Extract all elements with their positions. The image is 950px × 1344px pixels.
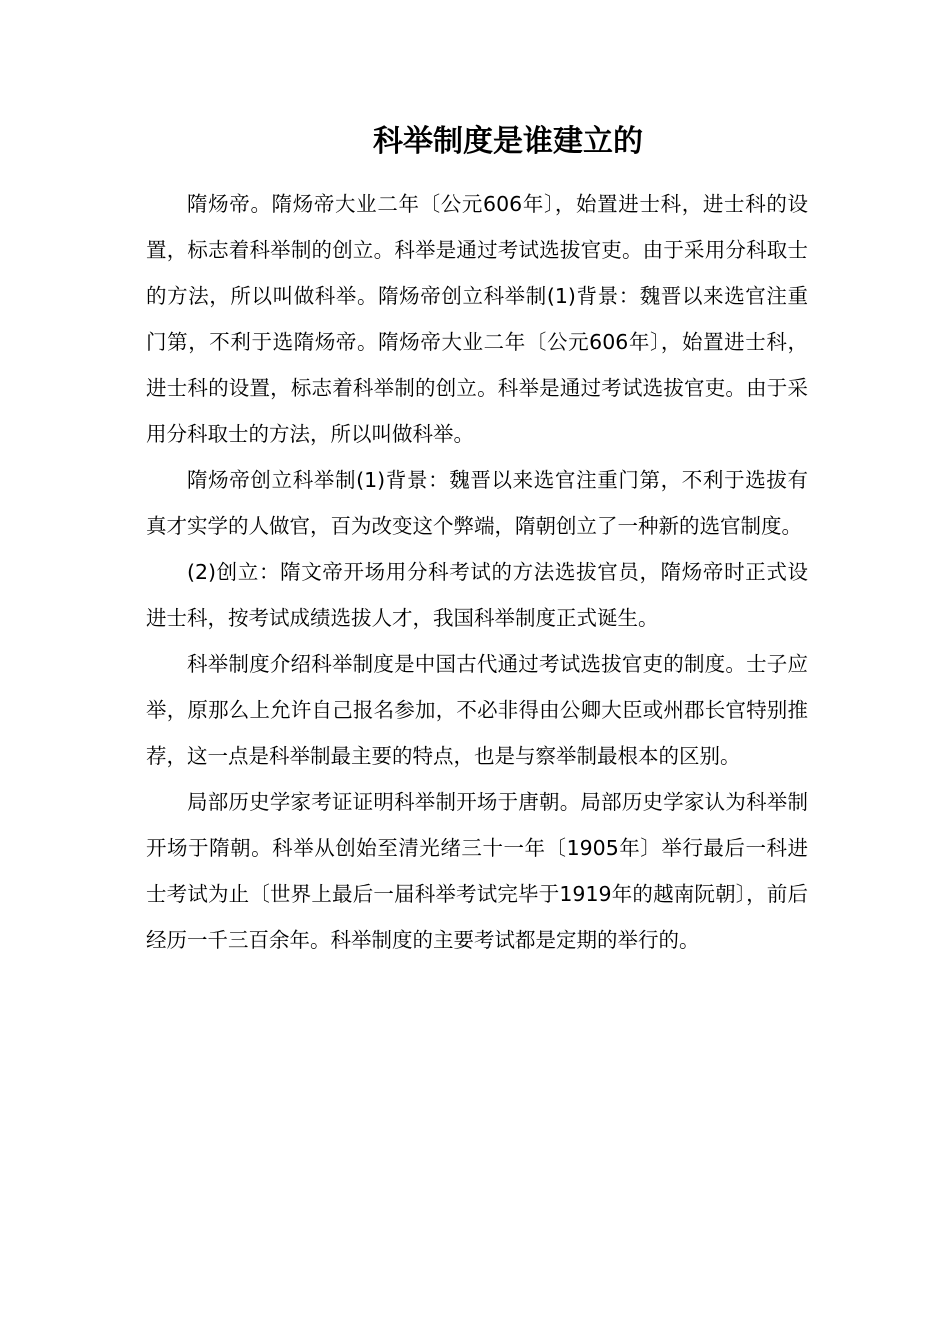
document-body [146, 181, 808, 963]
paragraph: 局部历史学家考证证明科举制开场于唐朝。局部历史学家认为科举制开场于隋朝。科举从创始至清光绪三十一年〔1905年〕举行最后一科进士考试为止〔世界上最后一届科举考试完毕于1919年的越南阮朝〕，前后经历一千三百余年。科举制度的主要考试都是定期的举行的。 [146, 790, 808, 952]
document-title: 科举制度是谁建立的 [373, 124, 643, 159]
paragraph: (2)创立：隋文帝开场用分科考试的方法选拔官员，隋炀帝时正式设进士科，按考试成绩选拔人才，我国科举制度正式诞生。 [146, 560, 808, 630]
paragraph: 隋炀帝创立科举制(1)背景：魏晋以来选官注重门第，不利于选拔有真才实学的人做官，百为改变这个弊端，隋朝创立了一种新的选官制度。 [146, 468, 808, 538]
paragraph: 科举制度介绍科举制度是中国古代通过考试选拔官吏的制度。士子应举，原那么上允许自己报名参加，不必非得由公卿大臣或州郡长官特别推荐，这一点是科举制最主要的特点，也是与察举制最根本的区别。 [146, 652, 808, 768]
paragraph: 隋炀帝。隋炀帝大业二年〔公元606年〕，始置进士科，进士科的设置，标志着科举制的创立。科举是通过考试选拔官吏。由于采用分科取士的方法，所以叫做科举。隋炀帝创立科举制(1)背景：魏晋以来选官注重门第，不利于选隋炀帝。隋炀帝大业二年〔公元606年〕，始置进士科，进士科的设置，标志着科举制的创立。科举是通过考试选拔官吏。由于采用分科取士的方法，所以叫做科举。 [146, 192, 808, 446]
